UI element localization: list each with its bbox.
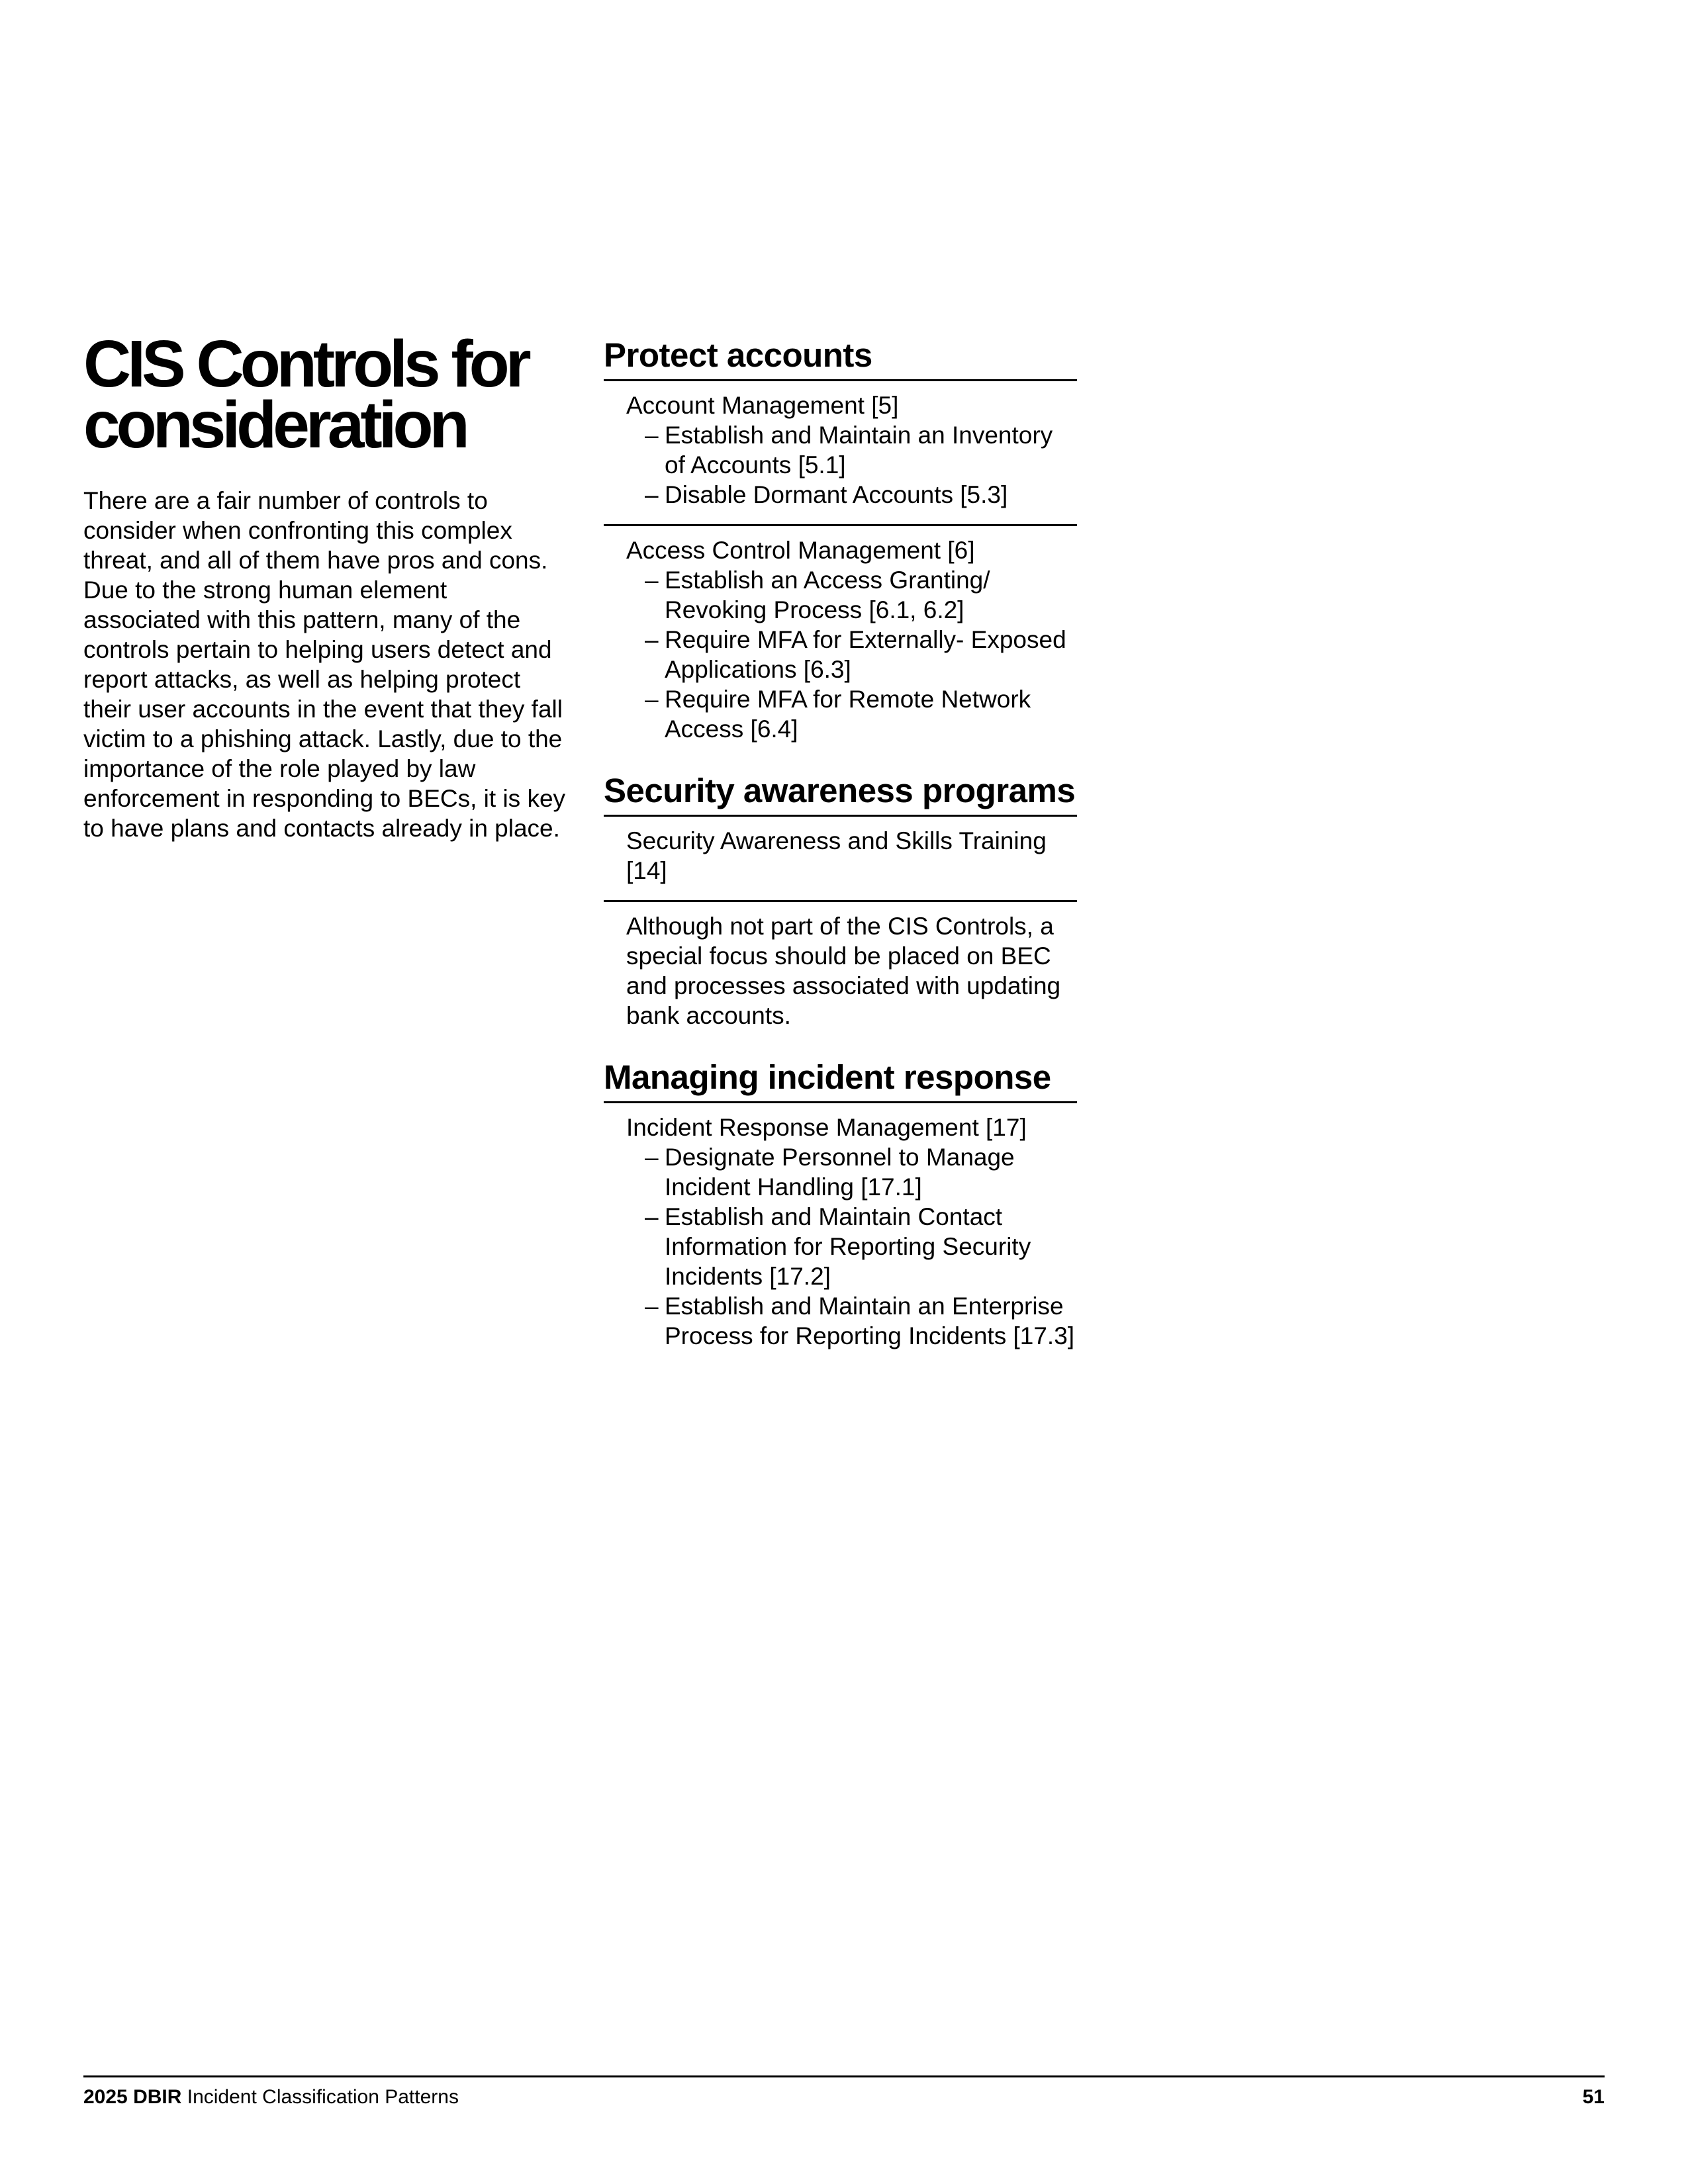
controls-column — [604, 335, 1077, 1365]
control-group-title: Security Awareness and Skills Training [14] — [626, 827, 1047, 884]
safeguard-item: – Establish and Maintain an Inventory of Accounts [5.1] — [626, 420, 1077, 480]
safeguard-item: – Establish an Access Granting/ Revoking Process [6.1, 6.2] — [626, 565, 1077, 625]
section-incident-response — [604, 1057, 1077, 1365]
bec-note: Although not part of the CIS Controls, a special focus should be placed on BEC and processes associated with updating bank accounts. — [626, 913, 1061, 1029]
page-footer — [83, 2075, 1605, 2108]
page-number: 51 — [1582, 2086, 1605, 2108]
control-group-title: Access Control Management [6] — [626, 537, 975, 564]
safeguard-item: – Establish and Maintain Contact Information for Reporting Security Incidents [17.2] — [626, 1202, 1077, 1291]
safeguard-item: – Require MFA for Remote Network Access [6.4] — [626, 684, 1077, 744]
safeguard-item: – Require MFA for Externally- Exposed Applications [6.3] — [626, 625, 1077, 684]
control-group-title: Account Management [5] — [626, 392, 899, 419]
control-group-title: Incident Response Management [17] — [626, 1114, 1027, 1141]
safeguard-list — [626, 420, 1077, 510]
safeguard-item: – Disable Dormant Accounts [5.3] — [626, 480, 1077, 510]
control-group-access-control — [604, 526, 1077, 758]
footer-brand: 2025 DBIR — [83, 2086, 182, 2108]
section-heading: Protect accounts — [604, 335, 1077, 381]
safeguard-item: – Designate Personnel to Manage Incident Handling [17.1] — [626, 1142, 1077, 1202]
page-title: CIS Controls for consideration — [83, 327, 528, 462]
control-group-awareness-training — [604, 817, 1077, 902]
section-heading: Security awareness programs — [604, 770, 1077, 817]
control-group-incident-response — [604, 1103, 1077, 1365]
footer-section-name: Incident Classification Patterns — [187, 2086, 459, 2108]
control-group-account-management — [604, 381, 1077, 526]
safeguard-item: – Establish and Maintain an Enterprise Process for Reporting Incidents [17.3] — [626, 1291, 1077, 1351]
section-protect-accounts — [604, 335, 1077, 758]
footer-running-title — [83, 2085, 459, 2109]
safeguard-list — [626, 1142, 1077, 1351]
section-security-awareness — [604, 770, 1077, 1045]
control-group-bec-note — [604, 902, 1077, 1045]
intro-paragraph: There are a fair number of controls to consider when confronting this complex threat, and all of them have pros and cons. Due to the strong human element associated with this pattern, many of the controls pertain to helping users detect and report attacks, as well as helping protect their user accounts in the event that they fall victim to a phishing attack. Lastly, due to the importance of the role played by law enforcement in responding to BECs, it is key to have plans and contacts already in place. — [83, 487, 566, 842]
section-heading: Managing incident response — [604, 1057, 1077, 1103]
safeguard-list — [626, 565, 1077, 744]
